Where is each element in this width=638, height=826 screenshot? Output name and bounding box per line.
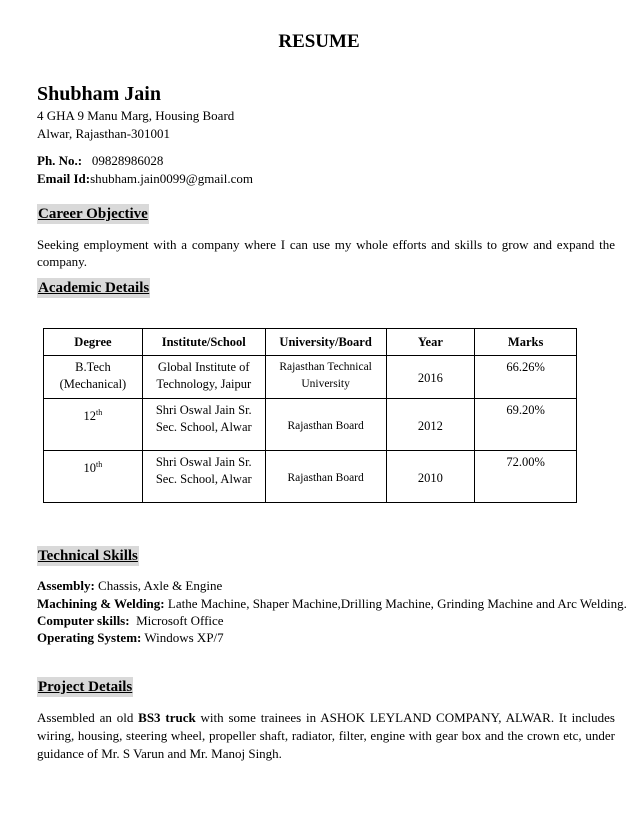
project-details-text bbox=[37, 709, 615, 763]
degree-line: B.Tech bbox=[75, 360, 111, 374]
project-text-start: Assembled an old bbox=[37, 710, 139, 725]
board-cell: Rajasthan Board bbox=[265, 451, 386, 503]
academic-table bbox=[43, 328, 577, 503]
year-cell: 2016 bbox=[386, 356, 475, 399]
academic-details-heading: Academic Details bbox=[38, 280, 150, 296]
skill-label: Computer skills: bbox=[37, 613, 130, 628]
phone-value: 09828986028 bbox=[91, 153, 164, 168]
degree-number: 10 bbox=[83, 461, 97, 475]
year-cell: 2010 bbox=[386, 451, 475, 503]
table-row bbox=[44, 399, 577, 451]
year-cell: 2012 bbox=[386, 399, 475, 451]
column-header: Marks bbox=[475, 329, 577, 356]
institute-cell bbox=[142, 399, 265, 451]
email-value: shubham.jain0099@gmail.com bbox=[90, 171, 253, 186]
marks-cell: 72.00% bbox=[475, 451, 577, 503]
degree-number: 12 bbox=[83, 409, 97, 423]
institute-line: Sec. School, Alwar bbox=[155, 420, 252, 434]
project-text-bold: BS3 truck bbox=[138, 710, 196, 725]
degree-cell bbox=[44, 356, 143, 399]
project-details-heading: Project Details bbox=[38, 679, 133, 695]
degree-cell bbox=[44, 451, 143, 503]
institute-cell bbox=[142, 356, 265, 399]
document-title: RESUME bbox=[278, 31, 360, 52]
career-objective-text: Seeking employment with a company where I can use my whole efforts and skills to grow and expand the company. bbox=[37, 237, 615, 269]
degree-cell bbox=[44, 399, 143, 451]
institute-cell bbox=[142, 451, 265, 503]
phone-line bbox=[37, 153, 163, 169]
marks-cell: 69.20% bbox=[475, 399, 577, 451]
institute-line: Shri Oswal Jain Sr. bbox=[155, 455, 252, 469]
skill-value: Chassis, Axle & Engine bbox=[94, 578, 223, 593]
table-row bbox=[44, 356, 577, 399]
phone-label: Ph. No.: bbox=[37, 153, 83, 168]
degree-suffix: th bbox=[96, 408, 103, 417]
table-row bbox=[44, 451, 577, 503]
board-cell: Rajasthan Board bbox=[265, 399, 386, 451]
technical-skills-heading: Technical Skills bbox=[38, 548, 138, 564]
column-header: Year bbox=[386, 329, 475, 356]
institute-line: Shri Oswal Jain Sr. bbox=[155, 403, 252, 417]
address-line-1: 4 GHA 9 Manu Marg, Housing Board bbox=[37, 108, 235, 123]
skill-value: Microsoft Office bbox=[129, 613, 224, 628]
skill-label: Operating System: bbox=[37, 630, 142, 645]
skill-value: Windows XP/7 bbox=[141, 630, 224, 645]
marks-cell: 66.26% bbox=[475, 356, 577, 399]
degree-suffix: th bbox=[96, 460, 103, 469]
table-header-row bbox=[44, 329, 577, 356]
candidate-name: Shubham Jain bbox=[37, 83, 161, 105]
board-line: Rajasthan Technical bbox=[279, 361, 372, 373]
career-objective-heading: Career Objective bbox=[38, 206, 148, 222]
skill-label: Machining & Welding: bbox=[37, 596, 165, 611]
skill-line-machining bbox=[37, 596, 627, 612]
column-header: Institute/School bbox=[142, 329, 265, 356]
skill-line-os bbox=[37, 630, 224, 646]
institute-line: Global Institute of bbox=[157, 360, 250, 374]
degree-line: (Mechanical) bbox=[59, 377, 127, 391]
board-cell bbox=[265, 356, 386, 399]
address-line-2: Alwar, Rajasthan-301001 bbox=[37, 126, 171, 141]
column-header: Degree bbox=[44, 329, 143, 356]
column-header: University/Board bbox=[265, 329, 386, 356]
institute-line: Technology, Jaipur bbox=[156, 377, 252, 391]
skill-line-computer bbox=[37, 613, 224, 629]
email-label: Email Id: bbox=[37, 171, 91, 186]
skill-line-assembly bbox=[37, 578, 222, 594]
institute-line: Sec. School, Alwar bbox=[155, 472, 252, 486]
board-line: University bbox=[301, 378, 350, 390]
project-text-end: with some trainees in ASHOK LEYLAND COMPANY, ALWAR. It includes wiring, housing, steering wheel, propeller shaft, radiator, filter, engine with gear box and the crown etc, under guidance of Mr. S Varun and Mr. Manoj Singh. bbox=[37, 710, 615, 761]
email-line bbox=[37, 171, 253, 187]
skill-value: Lathe Machine, Shaper Machine,Drilling Machine, Grinding Machine and Arc Welding. bbox=[164, 596, 627, 611]
skill-label: Assembly: bbox=[37, 578, 95, 593]
